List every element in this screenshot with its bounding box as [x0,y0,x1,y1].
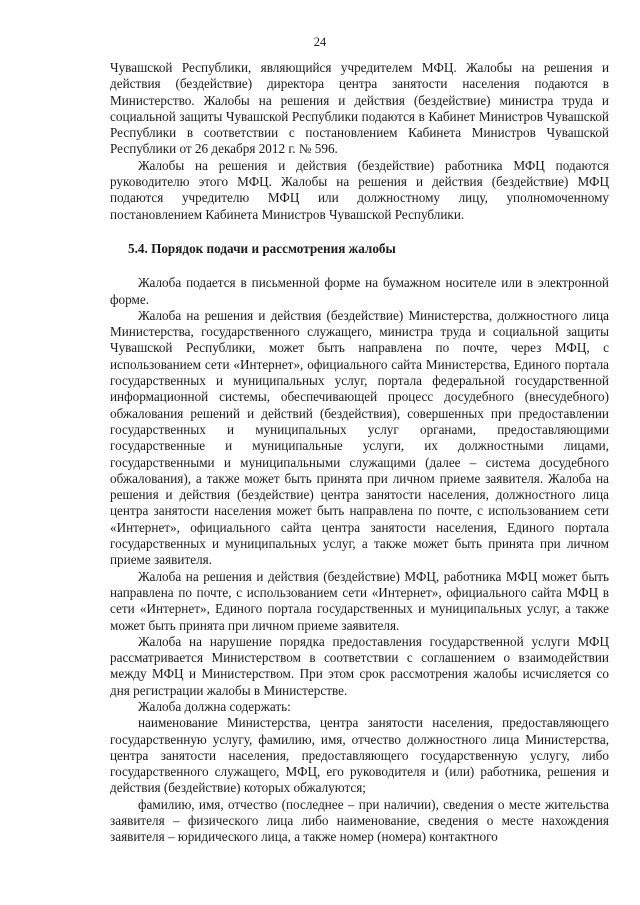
document-body [110,60,609,846]
paragraph: наименование Министерства, центра занятости населения, предоставляющего государственную услугу, фамилию, имя, отчество должностного лица Министерства, центра занятости населения, предоставляющего государственную услугу, либо государственного служащего, МФЦ, его руководителя и (или) работника, решения и действия (бездействие) которых обжалуются; [110,715,609,796]
section-heading: 5.4. Порядок подачи и рассмотрения жалобы [128,240,396,256]
paragraph: Жалоба на решения и действия (бездействие) МФЦ, работника МФЦ может быть направлена по почте, с использованием сети «Интернет», официального сайта МФЦ в сети «Интернет», Единого портала государственных и муниципальных услуг, а также может быть принята при личном приеме заявителя. [110,568,609,633]
paragraph: Жалоба должна содержать: [138,698,291,714]
page-number: 24 [313,35,327,49]
paragraph: фамилию, имя, отчество (последнее – при наличии), сведения о месте жительства заявителя – физического лица либо наименование, сведения о месте нахождения заявителя – юридического лица, а также номер (номера) контактного [110,796,609,845]
paragraph: Жалоба на нарушение порядка предоставления государственной услуги МФЦ рассматривается Министерством в соответствии с соглашением о взаимодействии между МФЦ и Министерством. При этом срок рассмотрения жалобы исчисляется со дня регистрации жалобы в Министерстве. [110,633,609,698]
paragraph: Жалоба на решения и действия (бездействие) Министерства, должностного лица Министерства, государственного служащего, министра труда и социальной защиты Чувашской Республики, может быть направлена по почте, через МФЦ, с использованием сети «Интернет», официального сайта Министерства, Единого портала государственных и муниципальных услуг, портала федеральной государственной информационной системы, обеспечивающей процесс досудебного (внесудебного) обжалования решений и действий (бездействия), совершенных при предоставлении государственных и муниципальных услуг органами, предоставляющими государственные и муниципальные услуги, их должностными лицами, государственными и муниципальными служащими (далее – система досудебного обжалования), а также может быть принята при личном приеме заявителя. Жалоба на решения и действия (бездействие) центра занятости населения, должностного лица центра занятости населения может быть направлена по почте, с использованием сети «Интернет», официального сайта центра занятости населения, Единого портала государственных и муниципальных услуг, а также может быть принята при личном приеме заявителя. [110,307,609,568]
paragraph: Чувашской Республики, являющийся учредителем МФЦ. Жалобы на решения и действия (бездействие) директора центра занятости населения подаются в Министерство. Жалобы на решения и действия (бездействие) министра труда и социальной защиты Чувашской Республики подаются в Кабинет Министров Чувашской Республики в соответствии с постановлением Кабинета Министров Чувашской Республики от 26 декабря 2012 г. № 596. [110,60,609,157]
paragraph: Жалобы на решения и действия (бездействие) работника МФЦ подаются руководителю этого МФЦ. Жалобы на решения и действия (бездействие) МФЦ подаются учредителю МФЦ или должностному лицу, уполномоченному постановлением Кабинета Министров Чувашской Республики. [110,157,609,222]
paragraph: Жалоба подается в письменной форме на бумажном носителе или в электронной форме. [110,275,609,307]
